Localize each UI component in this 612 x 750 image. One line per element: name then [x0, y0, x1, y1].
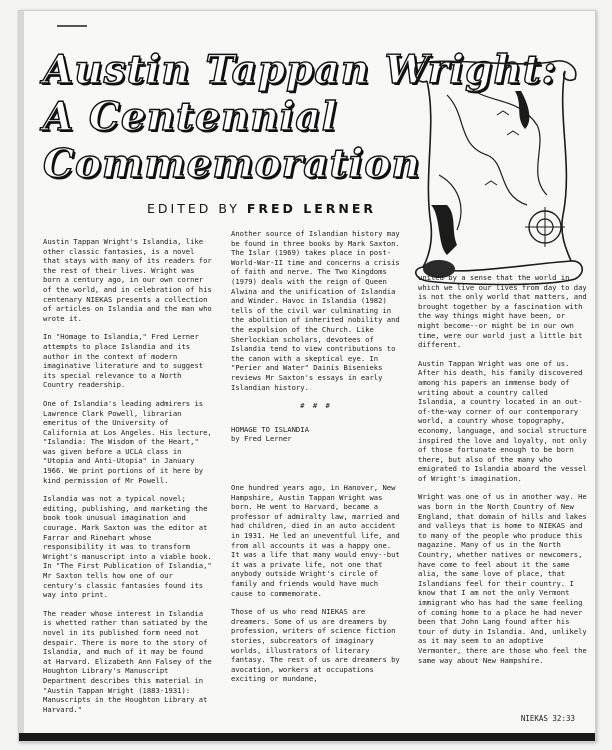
- magazine-page: [18, 10, 596, 742]
- paragraph: Austin Tappan Wright's Islandia, like other classic fantasies, is a novel that stays with many of its readers for the rest of their lives. Wright was born a century ago, in our own corner of the world, and in celebration of his centenary NIEKAS presents a collection of articles on Islandia and the man who wrote it.: [43, 237, 212, 323]
- title-line-3: Commemoration: [43, 141, 421, 187]
- paragraph: Wright was one of us in another way. He was born in the North Country of New England, that domain of hills and lakes and valleys that is home to NIEKAS and to many of the people who produce this magazine. Many of us in the North Country, whether natives or newcomers, have come to feel about it the same alia, the same love of place, that Islandians feel for their country. I know that I am not the only Vermont immigrant who has had the same feeling of coming home to a place he had never been that John Lang found after his tour of duty in Islandia. And, unlikely as it may seem to an adoptive Vermonter, there are those who feel the same way about New Hampshire.: [418, 492, 587, 665]
- column-2: [231, 229, 401, 453]
- title-line-1: Austin Tappan Wright:: [43, 47, 558, 93]
- section-heading: HOMAGE TO ISLANDIA: [231, 424, 309, 434]
- byline-name: FRED LERNER: [246, 201, 377, 216]
- column-1: [43, 237, 213, 723]
- paragraph: Islandia was not a typical novel; editing, publishing, and marketing the book took unusual imagination and courage. Mark Saxton was the editor at Farrar and Rinehart whose responsibility it was to transform Wright's manuscript into a viable book. In "The First Publication of Islandia," Mr Saxton tells how one of our century's classic fantasies found its way into print.: [43, 494, 212, 600]
- title-line-2: A Centennial: [43, 94, 338, 140]
- paragraph: One hundred years ago, in Hanover, New Hampshire, Austin Tappan Wright was born. He went to Harvard, became a professor of admiralty law, married and had children, died in an auto accident in 1931. He led an uneventful life, and from all accounts it was a happy one. It was a life that many would envy--but it was a private life, not one that anybody outside Wright's circle of family and friends would have much cause to commemorate.: [231, 483, 400, 598]
- section-separator: # # #: [300, 401, 332, 411]
- paragraph: Austin Tappan Wright was one of us. After his death, his family discovered among his papers an immense body of writing about a country called Islandia, a country located in an out-of-the-way corner of our contemporary world, a country whose topography, economy, language, and social structure inspired the love and loyalty, not only of those fortunate enough to be born there, but also of the many who emigrated to Islandia aboard the vessel of Wright's imagination.: [418, 358, 587, 483]
- top-rule: [57, 25, 87, 27]
- bottom-bar: [19, 733, 595, 741]
- paragraph: The reader whose interest in Islandia is whetted rather than satiated by the novel in its published form need not despair. There is more to the story of Islandia, and much of it may be found at Harvard. Elizabeth Ann Falsey of the Houghton Library's Manuscript Department describes this material in "Austin Tappan Wright (1883-1931): Manuscripts in the Houghton Library at Harvard.": [43, 608, 212, 714]
- scroll-map-illustration: [397, 55, 589, 287]
- page-edge: [19, 11, 24, 741]
- paragraph: Those of us who read NIEKAS are dreamers. Some of us are dreamers by profession, writers of science fiction stories, subcreators of imaginary worlds, illustrators of literary fantasy. The rest of us are dreamers by avocation, workers at occupations exciting or mundane,: [231, 607, 400, 684]
- paragraph: One of Islandia's leading admirers is Lawrence Clark Powell, librarian emeritus of the University of California at Los Angeles. His lecture, "Islandia: The Wisdom of the Heart," was given before a UCLA class in "Utopia and Anti-Utopia" in January 1966. We print portions of it here by kind permission of Mr Powell.: [43, 398, 212, 485]
- page-footer: NIEKAS 32:33: [520, 714, 575, 723]
- byline: [147, 201, 376, 216]
- section-author: by Fred Lerner: [231, 434, 292, 444]
- article-title: [43, 47, 558, 188]
- byline-prefix: EDITED BY: [147, 201, 240, 216]
- paragraph: united by a sense that the world in which we live our lives from day to day is not the only world that matters, and brought together by a fascination with the way things might have been, or might become--or might be in our own time, were our world just a little bit different.: [418, 273, 587, 350]
- column-2-lower: [231, 483, 401, 693]
- paragraph: Another source of Islandian history may be found in three books by Mark Saxton. The Islar (1969) takes place in post-World-War-II time and concerns a crisis of faith and nerve. The Two Kingdoms (1979) deals with the reign of Queen Alwina and the unification of Islandia and Winder. Havoc in Islandia (1982) tells of the civil war culminating in the abolition of inherited nobility and the expulsion of the Church. Like Sherlockian scholars, devotees of Islandia tend to view contributions to the canon with a skeptical eye. In "Perier and Water" Dainis Bisenieks reviews Mr Saxton's essays in early Islandian history.: [231, 229, 400, 392]
- column-3: [418, 273, 588, 674]
- paragraph: In "Homage to Islandia," Fred Lerner attempts to place Islandia and its author in the context of modern imaginative literature and to suggest its special relevance to a North Country readership.: [43, 332, 204, 390]
